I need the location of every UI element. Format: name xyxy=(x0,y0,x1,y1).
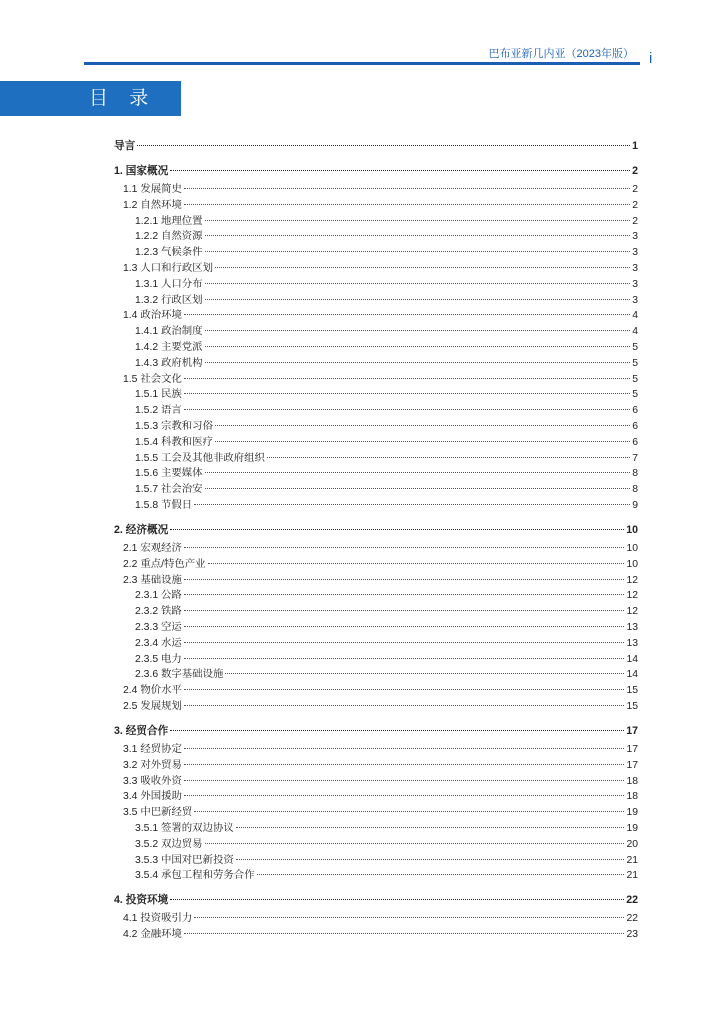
toc-page-number: 6 xyxy=(632,436,638,448)
toc-entry[interactable] xyxy=(114,261,638,276)
toc-leader-dots xyxy=(205,330,631,331)
toc-entry-number: 3.4 xyxy=(123,791,138,803)
toc-entry-number: 3. xyxy=(114,725,123,737)
toc-entry-text: 投资环境 xyxy=(125,894,169,907)
toc-entry-text: 工会及其他非政府组织 xyxy=(161,452,265,464)
toc-entry-text: 民族 xyxy=(161,389,182,401)
toc-entry-label xyxy=(135,245,203,260)
toc-page-number: 13 xyxy=(626,637,638,649)
toc-entry-number: 1.3.2 xyxy=(135,294,159,306)
toc-entry-label xyxy=(123,927,182,942)
toc-leader-dots xyxy=(184,188,630,189)
toc-entry-text: 双边贸易 xyxy=(161,838,203,850)
toc-entry[interactable] xyxy=(114,308,638,323)
toc-leader-dots xyxy=(194,504,630,505)
toc-entry[interactable] xyxy=(114,482,638,497)
toc-leader-dots xyxy=(184,378,630,379)
toc-entry-text: 人口分布 xyxy=(161,278,203,290)
toc-page-number: 5 xyxy=(632,373,638,385)
toc-entry-text: 重点/特色产业 xyxy=(140,558,206,570)
toc-leader-dots xyxy=(184,764,625,765)
toc-entry-text: 对外贸易 xyxy=(140,759,182,771)
toc-leader-dots xyxy=(184,204,630,205)
toc-entry-number: 1.1 xyxy=(123,184,138,195)
toc-entry-text: 政治制度 xyxy=(161,326,203,338)
toc-leader-dots xyxy=(184,689,625,690)
toc-leader-dots xyxy=(215,425,630,426)
toc-entry[interactable] xyxy=(114,837,638,852)
toc-leader-dots xyxy=(184,314,630,315)
toc-entry[interactable] xyxy=(114,139,638,154)
toc-entry[interactable] xyxy=(114,774,638,789)
toc-entry-number: 2.3.6 xyxy=(135,669,159,681)
toc-entry[interactable] xyxy=(114,927,638,942)
toc-entry-label xyxy=(123,758,182,773)
toc-entry-number: 2.3.1 xyxy=(135,590,159,602)
toc-entry-number: 4.2 xyxy=(123,929,138,941)
toc-entry-number: 1.2 xyxy=(123,199,138,211)
toc-leader-dots xyxy=(205,472,631,473)
toc-entry-text: 外国援助 xyxy=(140,791,182,803)
toc-heading: 目 录 xyxy=(0,81,181,116)
toc-entry[interactable] xyxy=(114,911,638,926)
toc-entry[interactable] xyxy=(114,340,638,355)
toc-entry-number: 2.3.4 xyxy=(135,637,159,649)
toc-leader-dots xyxy=(184,705,625,706)
toc-entry-label xyxy=(123,774,182,789)
toc-page-number: 4 xyxy=(632,326,638,338)
toc-entry-label xyxy=(135,604,182,619)
toc-entry[interactable] xyxy=(114,435,638,450)
toc-entry-label xyxy=(123,541,182,556)
toc-page-number: 2 xyxy=(632,165,638,177)
toc-entry-text: 节假日 xyxy=(161,500,193,511)
toc-entry-label xyxy=(114,139,135,154)
toc-leader-dots xyxy=(170,170,630,171)
toc-page-number: 12 xyxy=(626,590,638,602)
toc-entry-number: 1.2.2 xyxy=(135,231,159,243)
toc-entry[interactable] xyxy=(114,245,638,260)
toc-leader-dots xyxy=(267,457,630,458)
toc-leader-dots xyxy=(205,299,631,300)
toc-entry-number: 1.4 xyxy=(123,310,138,322)
toc-entry[interactable] xyxy=(114,821,638,836)
toc-entry[interactable] xyxy=(114,699,638,714)
toc-page-number: 6 xyxy=(632,405,638,417)
toc-entry-number: 4.1 xyxy=(123,913,138,925)
toc-entry-label xyxy=(123,308,182,323)
toc-entry-label xyxy=(135,498,192,513)
toc-entry-number: 3.5.1 xyxy=(135,823,159,834)
toc-leader-dots xyxy=(194,811,624,812)
toc-entry[interactable] xyxy=(114,758,638,773)
toc-leader-dots xyxy=(215,441,630,442)
toc-entry-number: 1.4.3 xyxy=(135,357,159,369)
toc-entry-number: 3.5.2 xyxy=(135,838,159,850)
page-number: i xyxy=(649,50,653,67)
toc-page-number: 21 xyxy=(626,854,638,866)
toc-entry-text: 自然资源 xyxy=(161,231,203,243)
toc-page-number: 9 xyxy=(632,500,638,511)
toc-page-number: 18 xyxy=(626,775,638,787)
toc-entry-text: 主要党派 xyxy=(161,342,203,353)
toc-page-number: 10 xyxy=(626,558,638,570)
toc-leader-dots xyxy=(184,748,625,749)
toc-entry-label xyxy=(135,837,203,852)
toc-entry-number: 4. xyxy=(114,894,123,907)
toc-entry-number: 2.3.5 xyxy=(135,653,159,665)
toc-leader-dots xyxy=(184,658,625,659)
toc-page-number: 13 xyxy=(626,622,638,633)
toc-entry-number: 1.4.2 xyxy=(135,342,159,353)
toc-entry-label xyxy=(135,868,255,883)
toc-entry[interactable] xyxy=(114,573,638,588)
toc-entry[interactable] xyxy=(114,557,638,572)
toc-leader-dots xyxy=(184,933,625,934)
toc-entry[interactable] xyxy=(114,451,638,466)
toc-entry-label xyxy=(135,620,182,635)
toc-entry-text: 行政区划 xyxy=(161,294,203,306)
toc-page-number: 20 xyxy=(626,838,638,850)
toc-entry-number: 2. xyxy=(114,524,123,536)
toc-entry[interactable] xyxy=(114,277,638,292)
toc-entry-label xyxy=(123,911,192,926)
toc-leader-dots xyxy=(184,795,625,796)
toc-entry-label xyxy=(135,853,234,868)
toc-entry-label xyxy=(123,699,182,714)
toc-page-number: 18 xyxy=(626,791,638,803)
toc-page-number: 8 xyxy=(632,468,638,480)
toc-page-number: 3 xyxy=(632,278,638,290)
toc-entry[interactable] xyxy=(114,372,638,387)
toc-entry-text: 政府机构 xyxy=(161,357,203,369)
toc-entry-label xyxy=(114,893,168,908)
toc-page-number: 8 xyxy=(632,484,638,496)
toc-entry-text: 承包工程和劳务合作 xyxy=(161,870,255,882)
toc-leader-dots xyxy=(184,626,625,627)
toc-entry[interactable] xyxy=(114,636,638,651)
toc-page-number: 19 xyxy=(626,807,638,819)
toc-entry-label xyxy=(135,387,182,402)
toc-entry[interactable] xyxy=(114,214,638,229)
toc-entry-number: 1.5.8 xyxy=(135,500,159,511)
toc-entry[interactable] xyxy=(114,498,638,513)
toc-entry-text: 公路 xyxy=(161,590,182,602)
toc-leader-dots xyxy=(208,563,625,564)
toc-page-number: 17 xyxy=(626,725,638,737)
toc-entry-label xyxy=(123,683,182,698)
toc-entry-number: 1.3 xyxy=(123,263,138,274)
toc-leader-dots xyxy=(194,917,624,918)
toc-leader-dots xyxy=(184,409,630,410)
toc-leader-dots xyxy=(170,529,624,530)
toc-entry-text: 地理位置 xyxy=(161,215,203,227)
toc-entry-text: 社会治安 xyxy=(161,484,203,496)
toc-entry-label xyxy=(135,340,203,355)
toc-entry-label xyxy=(123,805,192,820)
toc-entry-text: 主要媒体 xyxy=(161,468,203,480)
toc-entry[interactable] xyxy=(114,419,638,434)
toc-entry-text: 数字基础设施 xyxy=(161,669,224,681)
toc-entry-number: 2.2 xyxy=(123,558,138,570)
toc-entry-number: 2.3.3 xyxy=(135,622,159,633)
toc-leader-dots xyxy=(215,267,630,268)
toc-page-number: 17 xyxy=(626,744,638,755)
toc-page-number: 15 xyxy=(626,701,638,712)
toc-entry-label xyxy=(123,198,182,213)
toc-page-number: 5 xyxy=(632,389,638,401)
toc-entry-label xyxy=(114,724,168,739)
toc-entry-text: 物价水平 xyxy=(140,685,182,697)
toc-entry[interactable] xyxy=(114,356,638,371)
toc-entry[interactable] xyxy=(114,229,638,244)
toc-leader-dots xyxy=(236,827,625,828)
toc-entry-text: 国家概况 xyxy=(125,165,169,177)
toc-page-number: 5 xyxy=(632,357,638,369)
toc-page-number: 10 xyxy=(626,524,638,536)
toc-page-number: 17 xyxy=(626,759,638,771)
toc-entry-text: 签署的双边协议 xyxy=(161,823,234,834)
toc-entry-text: 经贸协定 xyxy=(140,744,182,755)
toc-entry-label xyxy=(123,742,182,757)
toc-entry[interactable] xyxy=(114,620,638,635)
toc-entry-text: 宗教和习俗 xyxy=(161,421,213,432)
toc-entry[interactable] xyxy=(114,182,638,197)
toc-entry-number: 3.1 xyxy=(123,744,138,755)
toc-entry-text: 空运 xyxy=(161,622,182,633)
toc-entry-label xyxy=(135,277,203,292)
toc-entry-label xyxy=(135,403,182,418)
toc-page-number: 4 xyxy=(632,310,638,322)
toc-leader-dots xyxy=(205,220,631,221)
toc-entry-text: 宏观经济 xyxy=(140,543,182,554)
toc-leader-dots xyxy=(184,594,625,595)
toc-entry-label xyxy=(135,588,182,603)
toc-entry-text: 中国对巴新投资 xyxy=(161,854,234,866)
toc-page-number: 12 xyxy=(626,606,638,618)
toc-leader-dots xyxy=(184,642,625,643)
toc-entry-label xyxy=(114,523,168,538)
toc-entry-text: 中巴新经贸 xyxy=(140,807,193,819)
toc-leader-dots xyxy=(184,780,625,781)
toc-entry-text: 政治环境 xyxy=(140,310,182,322)
toc-entry-text: 气候条件 xyxy=(161,247,203,259)
toc-page-number: 2 xyxy=(632,184,638,195)
toc-entry-label xyxy=(123,557,206,572)
toc-entry-text: 科教和医疗 xyxy=(161,436,213,448)
toc-leader-dots xyxy=(184,547,625,548)
toc-leader-dots xyxy=(184,579,625,580)
toc-leader-dots xyxy=(184,393,630,394)
toc-leader-dots xyxy=(205,488,631,489)
toc-leader-dots xyxy=(257,874,625,875)
toc-entry-number: 1.2.3 xyxy=(135,247,159,259)
toc-page-number: 1 xyxy=(632,140,638,152)
toc-entry-text: 金融环境 xyxy=(140,929,182,941)
toc-leader-dots xyxy=(184,610,625,611)
toc-entry[interactable] xyxy=(114,667,638,682)
toc-entry[interactable] xyxy=(114,742,638,757)
toc-entry[interactable] xyxy=(114,164,638,179)
toc-entry-label xyxy=(123,182,182,197)
toc-entry-number: 1.2.1 xyxy=(135,215,159,227)
toc-entry-number: 2.5 xyxy=(123,701,138,712)
toc-entry-text: 经济概况 xyxy=(125,524,169,536)
toc-entry-label xyxy=(135,419,213,434)
toc-page-number: 15 xyxy=(626,685,638,697)
toc-entry-number: 1.5.5 xyxy=(135,452,159,464)
toc-entry-number: 1.5 xyxy=(123,373,138,385)
toc-page-number: 2 xyxy=(632,199,638,211)
toc-entry-text: 人口和行政区划 xyxy=(140,263,214,274)
toc-entry[interactable] xyxy=(114,198,638,213)
toc-leader-dots xyxy=(225,673,624,674)
toc-leader-dots xyxy=(205,283,631,284)
toc-entry-number: 2.3.2 xyxy=(135,606,159,618)
toc-entry-label xyxy=(135,214,203,229)
toc-entry-label xyxy=(135,482,203,497)
toc-entry-number: 3.2 xyxy=(123,759,138,771)
toc-entry-label xyxy=(123,573,182,588)
toc-leader-dots xyxy=(205,843,625,844)
toc-page-number: 3 xyxy=(632,231,638,243)
toc-page-number: 14 xyxy=(626,653,638,665)
toc-entry-text: 社会文化 xyxy=(140,373,182,385)
toc-entry[interactable] xyxy=(114,403,638,418)
toc-page-number: 2 xyxy=(632,215,638,227)
toc-entry[interactable] xyxy=(114,805,638,820)
header-rule xyxy=(84,62,640,65)
toc-entry[interactable] xyxy=(114,724,638,739)
toc-leader-dots xyxy=(205,346,631,347)
toc-page-number: 22 xyxy=(626,913,638,925)
toc-page-number: 23 xyxy=(626,929,638,941)
toc-entry-text: 吸收外资 xyxy=(140,775,182,787)
toc-entry[interactable] xyxy=(114,588,638,603)
toc-entry[interactable] xyxy=(114,604,638,619)
toc-leader-dots xyxy=(236,859,625,860)
toc-entry-number: 1.5.7 xyxy=(135,484,159,496)
toc-entry-label xyxy=(135,435,213,450)
toc-entry-number: 2.1 xyxy=(123,543,138,554)
toc-entry-text: 投资吸引力 xyxy=(140,913,193,925)
toc-page-number: 12 xyxy=(626,574,638,586)
toc-page-number: 22 xyxy=(626,894,638,907)
toc-entry-number: 1.5.4 xyxy=(135,436,159,448)
toc-entry-number: 1.5.6 xyxy=(135,468,159,480)
toc-entry-label xyxy=(135,324,203,339)
toc-entry-number: 2.3 xyxy=(123,574,138,586)
toc-entry-label xyxy=(135,667,223,682)
toc-entry-label xyxy=(135,356,203,371)
toc-entry[interactable] xyxy=(114,789,638,804)
toc-entry-label xyxy=(114,164,168,179)
toc-entry-label xyxy=(135,293,203,308)
toc-entry[interactable] xyxy=(114,387,638,402)
toc-entry-label xyxy=(135,229,203,244)
toc-entry-text: 语言 xyxy=(161,405,182,417)
toc-leader-dots xyxy=(170,899,624,900)
toc-entry-text: 导言 xyxy=(114,140,136,152)
toc-entry-label xyxy=(135,451,265,466)
toc-entry-text: 电力 xyxy=(161,653,182,665)
toc-leader-dots xyxy=(205,362,631,363)
toc-page-number: 3 xyxy=(632,247,638,259)
toc-entry[interactable] xyxy=(114,324,638,339)
toc-page-number: 3 xyxy=(632,294,638,306)
toc-entry-number: 1.5.1 xyxy=(135,389,159,401)
toc-entry[interactable] xyxy=(114,853,638,868)
toc-leader-dots xyxy=(170,730,624,731)
toc-entry-label xyxy=(135,636,182,651)
toc-entry[interactable] xyxy=(114,541,638,556)
toc-entry[interactable] xyxy=(114,652,638,667)
toc-entry[interactable] xyxy=(114,683,638,698)
toc-page-number: 6 xyxy=(632,421,638,432)
toc-entry-number: 3.5.4 xyxy=(135,870,159,882)
toc-entry-label xyxy=(123,261,213,276)
toc-entry-number: 1.3.1 xyxy=(135,278,159,290)
toc-leader-dots xyxy=(205,251,631,252)
toc-page-number: 3 xyxy=(632,263,638,274)
toc-entry-text: 发展规划 xyxy=(140,701,182,712)
toc-page-number: 10 xyxy=(626,543,638,554)
toc-entry-label xyxy=(135,466,203,481)
toc-entry-number: 2.4 xyxy=(123,685,138,697)
toc-entry-text: 发展简史 xyxy=(140,184,182,195)
toc-page-number: 5 xyxy=(632,342,638,353)
toc-page-number: 14 xyxy=(626,669,638,681)
toc-entry-text: 自然环境 xyxy=(140,199,182,211)
toc-entry-text: 基础设施 xyxy=(140,574,182,586)
toc-entry-label xyxy=(123,789,182,804)
toc-entry-number: 3.5 xyxy=(123,807,138,819)
toc-entry-label xyxy=(135,821,234,836)
toc-entry[interactable] xyxy=(114,523,638,538)
document-title: 巴布亚新几内亚（2023年版） xyxy=(488,48,634,60)
toc-entry-number: 1.5.2 xyxy=(135,405,159,417)
toc-entry-number: 3.3 xyxy=(123,775,138,787)
toc-leader-dots xyxy=(137,145,630,146)
toc-entry[interactable] xyxy=(114,868,638,883)
toc-entry-number: 1. xyxy=(114,165,123,177)
toc-entry-number: 1.4.1 xyxy=(135,326,159,338)
toc-entry-text: 经贸合作 xyxy=(125,725,169,737)
toc-page-number: 19 xyxy=(626,823,638,834)
toc-leader-dots xyxy=(205,235,631,236)
toc-entry[interactable] xyxy=(114,466,638,481)
toc-entry-text: 水运 xyxy=(161,637,182,649)
toc-entry-number: 3.5.3 xyxy=(135,854,159,866)
toc-entry[interactable] xyxy=(114,293,638,308)
toc-entry-label xyxy=(123,372,182,387)
toc-page-number: 21 xyxy=(626,870,638,882)
toc-page-number: 7 xyxy=(632,452,638,464)
toc-entry[interactable] xyxy=(114,893,638,908)
toc-entry-number: 1.5.3 xyxy=(135,421,159,432)
toc-entry-label xyxy=(135,652,182,667)
toc-entry-text: 铁路 xyxy=(161,606,182,618)
